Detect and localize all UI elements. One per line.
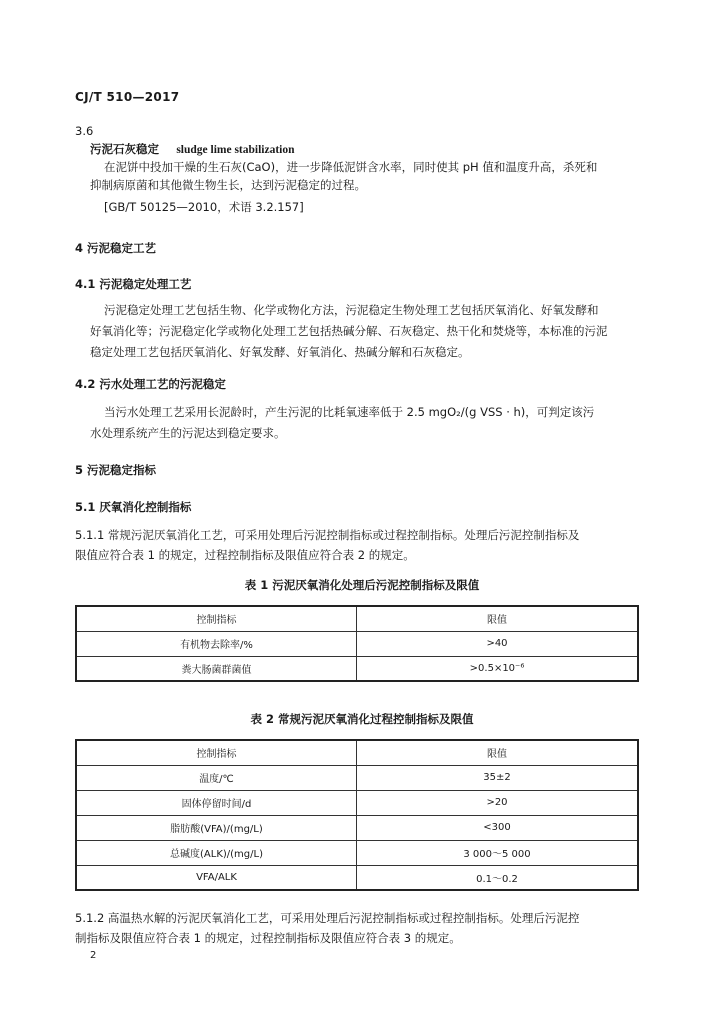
- table-row: [76, 790, 638, 815]
- term-cn: 污泥石灰稳定: [90, 142, 159, 156]
- definition-line-1: 在泥饼中投加干燥的生石灰(CaO)，进一步降低泥饼含水率，同时使其 pH 值和温度升高，杀死和: [104, 160, 598, 174]
- table-row: [76, 631, 638, 656]
- standard-code: CJ/T 510—2017: [75, 90, 180, 104]
- section-4-1-line-2: 好氧消化等；污泥稳定化学或物化处理工艺包括热碱分解、石灰稳定、热干化和焚烧等，本标准的污泥: [90, 324, 608, 338]
- section-4-2-line-2: 水处理系统产生的污泥达到稳定要求。: [90, 426, 286, 440]
- section-4-1-line-3: 稳定处理工艺包括厌氧消化、好氧发酵、好氧消化、热碱分解和石灰稳定。: [90, 345, 470, 359]
- table-2-title: 表 2 常规污泥厌氧消化过程控制指标及限值: [250, 712, 474, 726]
- table-cell: 0.1～0.2: [357, 865, 639, 890]
- table-cell: 35±2: [357, 765, 639, 790]
- section-5-1-1-line-2: 限值应符合表 1 的规定，过程控制指标及限值应符合表 2 的规定。: [75, 548, 415, 562]
- table-header-cell: 限值: [357, 740, 639, 765]
- section-4-2-line-1: 当污水处理工艺采用长泥龄时，产生污泥的比耗氧速率低于 2.5 mgO₂/(g VSS · h)，可判定该污: [104, 405, 595, 419]
- table-cell: 有机物去除率/%: [76, 631, 357, 656]
- page-number: 2: [90, 950, 97, 961]
- section-5-1-1-line-1: 5.1.1 常规污泥厌氧消化工艺，可采用处理后污泥控制指标或过程控制指标。处理后污泥控制指标及: [75, 528, 580, 542]
- term-en: sludge lime stabilization: [176, 144, 295, 156]
- section-4-2-heading: 4.2 污水处理工艺的污泥稳定: [75, 377, 226, 391]
- section-5-1-2-line-1: 5.1.2 高温热水解的污泥厌氧消化工艺，可采用处理后污泥控制指标或过程控制指标。处理后污泥控: [75, 911, 580, 925]
- table-row: [76, 865, 638, 890]
- section-4-1-heading: 4.1 污泥稳定处理工艺: [75, 277, 192, 291]
- table-cell: 脂肪酸(VFA)/(mg/L): [76, 815, 357, 840]
- table-cell: 固体停留时间/d: [76, 790, 357, 815]
- table-cell: >40: [357, 631, 639, 656]
- table-1: [75, 605, 639, 682]
- table-cell: VFA/ALK: [76, 865, 357, 890]
- table-row: [76, 840, 638, 865]
- table-cell: >20: [357, 790, 639, 815]
- table-row: [76, 765, 638, 790]
- table-header-row: [76, 740, 638, 765]
- table-header-cell: 控制指标: [76, 740, 357, 765]
- table-row: [76, 656, 638, 681]
- table-cell: 3 000～5 000: [357, 840, 639, 865]
- section-3-6-number: 3.6: [75, 124, 94, 138]
- section-5-1-2-line-2: 制指标及限值应符合表 1 的规定，过程控制指标及限值应符合表 3 的规定。: [75, 931, 461, 945]
- table-2: [75, 739, 639, 891]
- section-5-heading: 5 污泥稳定指标: [75, 463, 157, 477]
- table-row: [76, 815, 638, 840]
- table-1-title: 表 1 污泥厌氧消化处理后污泥控制指标及限值: [244, 578, 480, 592]
- table-header-cell: 控制指标: [76, 606, 357, 631]
- table-cell: 温度/℃: [76, 765, 357, 790]
- section-4-1-line-1: 污泥稳定处理工艺包括生物、化学或物化方法，污泥稳定生物处理工艺包括厌氧消化、好氧发酵和: [104, 303, 599, 317]
- table-cell: >0.5×10⁻⁶: [357, 656, 639, 681]
- section-5-1-heading: 5.1 厌氧消化控制指标: [75, 500, 192, 514]
- definition-reference: [GB/T 50125—2010，术语 3.2.157]: [104, 200, 304, 214]
- table-cell: 粪大肠菌群菌值: [76, 656, 357, 681]
- table-cell: <300: [357, 815, 639, 840]
- table-header-row: [76, 606, 638, 631]
- section-4-heading: 4 污泥稳定工艺: [75, 241, 157, 255]
- definition-line-2: 抑制病原菌和其他微生物生长，达到污泥稳定的过程。: [90, 178, 366, 192]
- term-heading: [90, 142, 295, 157]
- table-cell: 总碱度(ALK)/(mg/L): [76, 840, 357, 865]
- table-header-cell: 限值: [357, 606, 639, 631]
